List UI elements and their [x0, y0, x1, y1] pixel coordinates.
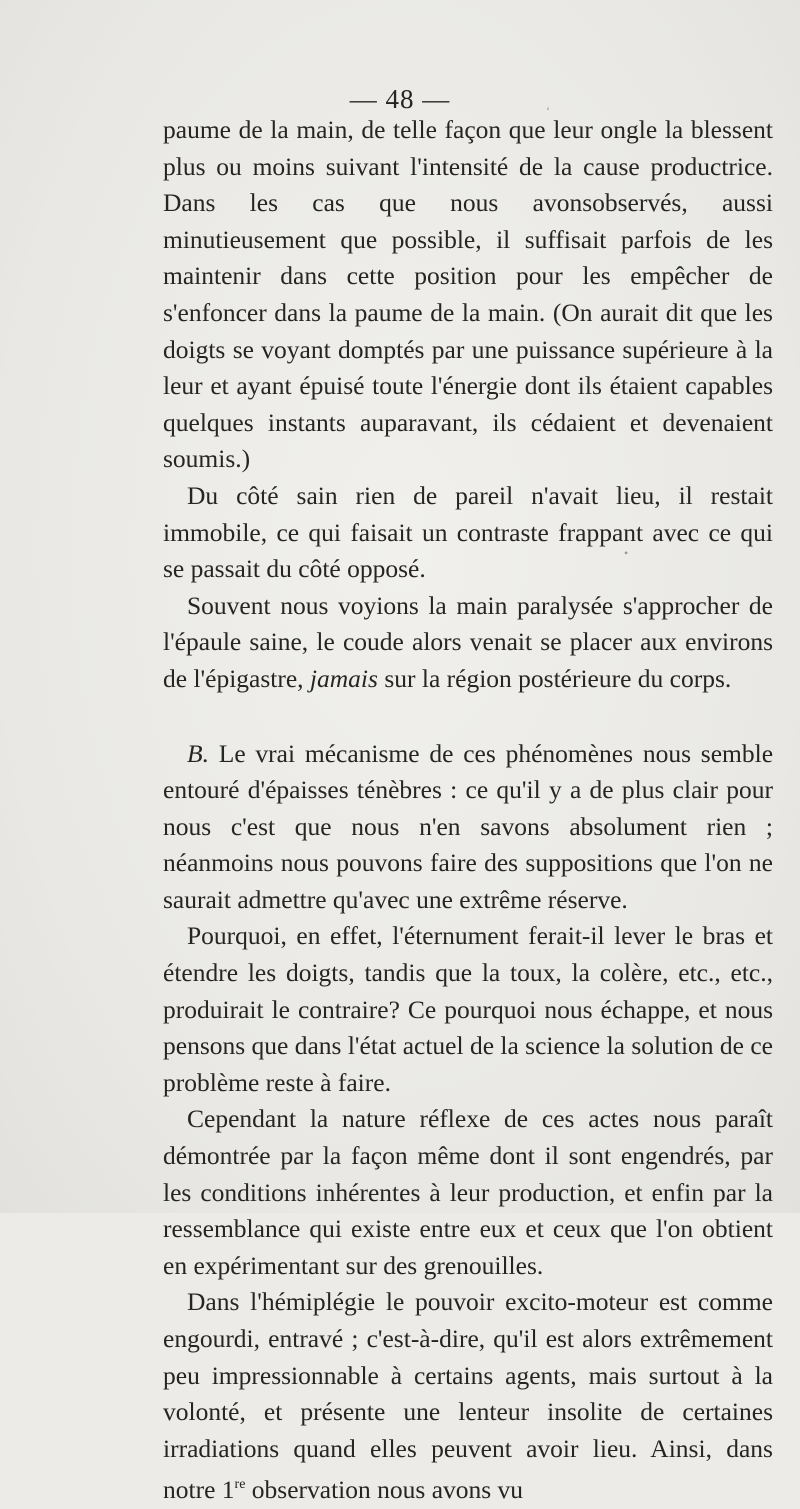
paragraph-3-text-before: Souvent nous voyions la main paralysée s'approcher de l'épaule saine, le coude alors venait se placer aux environs de l'épigastre, [163, 590, 773, 693]
body-text [163, 112, 773, 1509]
paragraph-2: Du côté sain rien de pareil n'avait lieu, il restait immobile, ce qui faisait un contraste frappant avec ce qui se passait du côté opposé. [163, 480, 773, 584]
page-number: — 48 — [349, 84, 451, 114]
paragraph-1: paume de la main, de telle façon que leur ongle la blessent plus ou moins suivant l'intensité de la cause productrice. Dans les cas que nous avonsobservés, aussi minutieusement que possible, il suffisait parfois de les maintenir dans cette position pour les empêcher de s'enfoncer dans la paume de la main. (On aurait dit que les doigts se voyant domptés par une puissance supérieure à la leur et ayant épuisé toute l'énergie dont ils étaient capables quelques instants auparavant, ils cédaient et devenaient soumis.) [163, 115, 773, 474]
paragraph-4 [163, 736, 773, 919]
paragraph-7 [163, 1284, 773, 1509]
paragraph-7-text-after: observation nous avons vu [251, 1475, 524, 1505]
paragraph-3 [163, 588, 773, 698]
ordinal-superscript: re [234, 1477, 246, 1493]
emphasized-word: jamais [309, 663, 378, 693]
paragraph-7-text-before: Dans l'hémiplégie le pouvoir excito-moteur est comme engourdi, entravé ; c'est-à-dire, qu'il est alors extrêmement peu impressionnable à certains agents, mais surtout à la volonté, et présente une lenteur insolite de certaines irradiations quand elles peuvent avoir lieu. Ainsi, dans notre 1 [163, 1287, 773, 1505]
paragraph-4-text: Le vrai mécanisme de ces phénomènes nous semble entouré d'épaisses ténèbres : ce qu'il y a de plus clair pour nous c'est que nous n'en savons absolument rien ; néanmoins nous pouvons faire des suppositions que l'on ne saurait admettre qu'avec une extrême réserve. [163, 738, 774, 914]
ink-speck: • [624, 546, 629, 560]
paragraph-5: Pourquoi, en effet, l'éternument ferait-il lever le bras et étendre les doigts, tandis que la toux, la colère, etc., etc., produirait le contraire? Ce pourquoi nous échappe, et nous pensons que dans l'état actuel de la science la solution de ce problème reste à faire. [163, 921, 773, 1097]
paragraph-3-text-after: sur la région postérieure du corps. [384, 663, 732, 693]
section-gap [163, 698, 773, 736]
paragraph-6: Cependant la nature réflexe de ces actes nous paraît démontrée par la façon même dont il sont engendrés, par les conditions inhérentes à leur production, et enfin par la ressemblance qui existe entre eux et ceux que l'on obtient en expérimentant sur des grenouilles. [163, 1104, 773, 1280]
section-label: B. [187, 738, 209, 768]
ink-speck: ʻ [546, 104, 550, 118]
